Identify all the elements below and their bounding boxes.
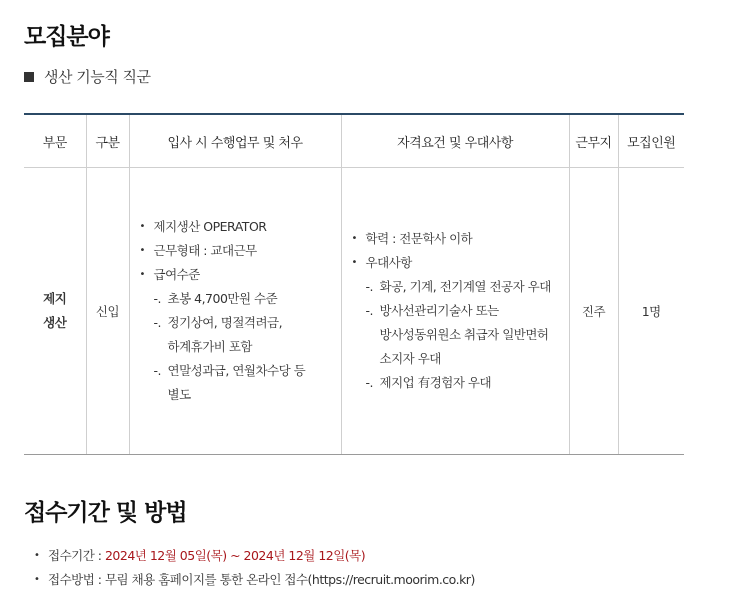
col-header-duties: 입사 시 수행업무 및 처우: [129, 114, 341, 168]
col-header-location: 근무지: [569, 114, 618, 168]
subsection-title-text: 생산 기능직 직군: [44, 68, 151, 86]
cell-type: 신입: [86, 168, 129, 455]
col-header-type: 구분: [86, 114, 129, 168]
application-info-list: [34, 544, 475, 592]
sub-list-item: -. 연말성과급, 연월차수당 등 별도: [154, 359, 341, 407]
subsection-title: [24, 66, 150, 87]
cell-duties: [129, 168, 341, 455]
list-item: • 제지생산 OPERATOR: [140, 215, 341, 239]
col-header-qualifications: 자격요건 및 우대사항: [341, 114, 569, 168]
list-item: • 근무형태 : 교대근무: [140, 239, 341, 263]
section-title-application: 접수기간 및 방법: [24, 500, 187, 526]
table-header-row: [24, 114, 684, 168]
sub-list-item: -. 초봉 4,700만원 수준: [154, 287, 341, 311]
cell-headcount: 1명: [618, 168, 684, 455]
section-title-recruit-fields: 모집분야: [24, 24, 109, 50]
cell-dept: 제지 생산: [24, 168, 86, 455]
list-item-period: [34, 544, 475, 568]
list-item: • 학력 : 전문학사 이하: [352, 227, 569, 251]
sub-list-item: -. 제지업 有경험자 우대: [366, 371, 569, 395]
table-row: [24, 168, 684, 455]
period-label: 접수기간 :: [48, 548, 105, 563]
col-header-dept: 부문: [24, 114, 86, 168]
period-value: 2024년 12월 05일(목) ~ 2024년 12월 12일(목): [104, 548, 366, 563]
square-bullet-icon: [24, 72, 34, 82]
list-item: • 우대사항 -. 화공, 기계, 전기계열 전공자 우대 -. 방사선관리기술사 또는 방사성동위원소 취급자 일반면허 소지자 우대 -. 제지업 有경험자 우대: [352, 251, 569, 395]
method-label: 접수방법 :: [48, 572, 105, 587]
sub-list-item: -. 정기상여, 명절격려금, 하계휴가비 포함: [154, 311, 341, 359]
cell-location: 진주: [569, 168, 618, 455]
sub-list-item: -. 화공, 기계, 전기계열 전공자 우대: [366, 275, 569, 299]
cell-qualifications: [341, 168, 569, 455]
col-header-headcount: 모집인원: [618, 114, 684, 168]
list-item-method: [34, 568, 475, 592]
method-value: 무림 채용 홈페이지를 통한 온라인 접수(https://recruit.moorim.co.kr): [104, 572, 475, 587]
sub-list-item: -. 방사선관리기술사 또는 방사성동위원소 취급자 일반면허 소지자 우대: [366, 299, 569, 371]
recruit-table: [24, 113, 684, 455]
list-item: • 급여수준 -. 초봉 4,700만원 수준 -. 정기상여, 명절격려금, 하계휴가비 포함 -. 연말성과급, 연월차수당 등 별도: [140, 263, 341, 407]
